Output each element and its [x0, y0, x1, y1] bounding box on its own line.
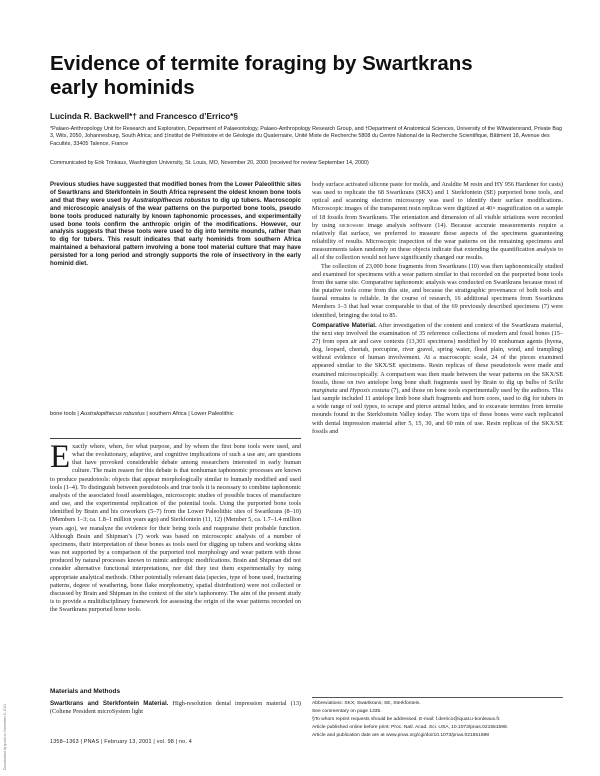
abstract-species: Australopithecus robustus	[132, 196, 211, 204]
section-heading-methods: Materials and Methods	[50, 688, 121, 695]
runin-heading-material: Swartkrans and Sterkfontein Material.	[50, 700, 169, 707]
page-footer: 1358–1363 | PNAS | February 13, 2001 | vol. 98 | no. 4	[50, 739, 192, 745]
keywords	[50, 411, 301, 418]
footnote-online: Article published online before print: Proc. Natl. Acad. Sci. USA, 10.1073/pnas.021551598.	[312, 725, 509, 731]
software-name: microware	[339, 221, 364, 229]
drop-cap: E	[50, 439, 71, 475]
footnotes	[312, 701, 563, 741]
footnote-commentary: See commentary on page 1335.	[312, 709, 382, 715]
footnote-abbreviations: Abbreviations: SKX, Swartkrans; SE, Sterkfontein.	[312, 701, 421, 706]
communicated-line: Communicated by Erik Trinkaus, Washington University, St. Louis, MO, November 20, 2000 (received for review September 14, 2000)	[50, 160, 369, 166]
abstract-text-1: Previous studies have suggested that modified bones from the Lower Paleolithic sites of Swartkrans and Sterkfontein in South Africa represent the oldest known bone tools and that they were used by	[50, 181, 301, 204]
paragraph-replication: body surface activated silicone paste for molds, and Araldite M resin and HY 956 Hardener for casts) was used to replicate the 68 Swartkrans (SKX) and 1 Sterkfontein (SE) purported bone tools, and optical and scanning electron microscopy was used to identify their surface modifications. Microscopic images of the transparent resin replicas were digitized at 40× magnification on a sample of 18 fossils from Swartkrans. The orientation and dimension of all visible striations were recorded by using microware image analysis software (14). Because accurate measurements require a relatively flat surface, we preferred to measure those aspects of the specimens guaranteeing reliability of results. Microscopic inspection of the wear patterns on the remaining specimens and measurements taken randomly on these objects indicate that extending the quantification analysis to all of the collection would not have significantly changed our results.	[312, 181, 563, 262]
paragraph-collection: The collection of 23,000 bone fragments from Swartkrans (10) was then taphonomically studied and examined for specimens with a wear pattern similar to that recorded on the purported bone tools from the same site. Comparative taphonomic analysis was conducted on Swartkrans because most of the putative tools come from this site, and because the stratigraphic provenance of both tools and faunal remains is reliable. In the course of research, 16 additional specimens from Swartkrans Members 1–3 that had wear comparable to that of the 69 previously described specimens (7) were identified, bringing the total to 85.	[312, 262, 563, 319]
keywords-divider	[50, 438, 301, 439]
keyword-1: bone tools |	[50, 411, 81, 417]
footnote-divider	[312, 697, 563, 698]
runin-heading-comparative: Comparative Material.	[312, 321, 377, 329]
footnote-doi: Article and publication date are at www.pnas.org/cgi/doi/10.1073/pnas.021551598	[312, 733, 490, 739]
introduction	[50, 439, 301, 614]
species-scilla: Scilla marginata	[312, 378, 563, 394]
intro-text: xactly where, when, for what purpose, and by whom the first bone tools were used, and what the evolutionary, adaptive, and cognitive implications of such a use are, are questions that have provoked considerable debate among researchers interested in early human culture. The main reason for this debate is that nonhuman taphonomic processes are known to produce pseudotools: objects that appear morphologically similar to humanly modified and used tools (1–4). To distinguish between pseudotools and true tools it is necessary to combine taphonomic analysis of the associated fossil assemblages, microscopic studies of possible traces of manufacture and use, and the experimental replication of the potential tools. Using the purported bone tools identified by Brain and his coworkers (5–7) from the Lower Paleolithic sites of Swartkrans (8–10) (Members 1–3; ca. 1.8–1 million years ago) and Sterkfontein (11, 12) (Member 5, ca. 1.7–1.4 million years ago), we reanalyze the evidence for their being tools and reappraise their probable function. Although Brain and Shipman’s (7) work was based on microscopic analysis of a number of specimens, their interpretation of these bones as tools used for digging up tubers and working skins was not supported by a comparison of the purported tool morphology and wear pattern with those produced by natural processes known to mimic anthropic modifications. Brain and Shipman did not consider alternative functional interpretations, nor did they test them experimentally by using appropriate analytical methods. Other potentially relevant data (species, type of bone used, fracturing patterns, degree of weathering, bone flake morphometry, spatial distribution) were not collected or discussed by Brain and Shipman in the context of the site’s taphonomy. The aim of the present study is to provide a multidisciplinary framework for assessing the origin of the wear patterns recorded on the Swartkrans purported bone tools.	[50, 443, 301, 614]
keyword-species: Australopithecus robustus	[80, 411, 145, 417]
abstract	[50, 181, 301, 268]
methods-text: High-resolution dental impression material (13) (Coltene President microSystem light	[50, 700, 301, 716]
abstract-text-2: to dig up tubers. Macroscopic and microscopic analysis of the wear patterns on the purported bone tools, pseudo bone tools produced naturally by known taphonomic processes, and experimentally used bone tools confirm the anthropic origin of the modifications. However, our analysis suggests that these tools were used to dig into termite mounds, rather than to dig for tubers. This result indicates that early hominids from southern Africa maintained a behavioral pattern involving a bone tool material culture that may have persisted for a long period and strongly supports the role of insectivory in the early hominid diet.	[50, 196, 301, 268]
authors-line: Lucinda R. Backwell*† and Francesco d’Errico*§	[50, 112, 238, 121]
species-hypoxis: Hypoxis costata	[349, 386, 390, 394]
affiliations: *Palaeo-Anthropology Unit for Research and Exploration, Department of Palaeontology, Palaeo-Anthropology Research Group, and †Department of Anatomical Sciences, University of the Witwatersrand, Private Bag 3, Wits, 2050, Johannesburg, South Africa; and ‡Institut de Préhistoire et de Géologie du Quaternaire, Unité Mixte de Recherche 5808 du Centre National de la Recherche Scientifique, Bâtiment 18, Avenue des Facultés, 33405 Talence, France	[50, 126, 562, 147]
footnote-correspondence: §To whom reprint requests should be addressed. E-mail: f.derrico@iquat.u-bordeaux.fr.	[312, 717, 501, 723]
methods-paragraph	[50, 700, 301, 716]
keyword-rest: | southern Africa | Lower Paleolithic	[144, 411, 234, 417]
paragraph-comparative: Comparative Material. After investigation of the content and context of the Swartkrans material, the next step involved the examination of 35 reference collections of modern and fossil bones (15–27) from open air and cave contexts (13,301 specimens) modified by 10 nonhuman agents (hyena, dog, leopard, cheetah, porcupine, river gravel, spring water, flood plain, wind, and trampling) without evidence of human involvement. At a macroscopic scale, 24 of the pieces examined appeared similar to the SKX/SE specimens. Resin replicas of these pseudotools were made and examined microscopically. A comparison was then made between the wear patterns on the SKX/SE fossils, those on two antelope long bone shaft fragments used by Brain to dig up bulbs of Scilla marginata and Hypoxis costata (7), and those on bone tools experimentally used by the authors. This last sample included 11 antelope limb bone shaft fragments and horn cores, used to dig for tubers in a wide range of soil types, to scrape and pierce animal hides, and to excavate termites from termite mounds found in the Sterkfontein Valley today. The worn tips of these bones were each replicated with dental impression material after 5, 15, 30, and 60 min of use. Resin replicas of the SKX/SE fossils and	[312, 321, 564, 435]
right-column	[312, 181, 563, 436]
download-watermark: Downloaded by guest on November 6, 2021	[3, 703, 7, 770]
article-title: Evidence of termite foraging by Swartkrans early hominids	[50, 52, 473, 99]
